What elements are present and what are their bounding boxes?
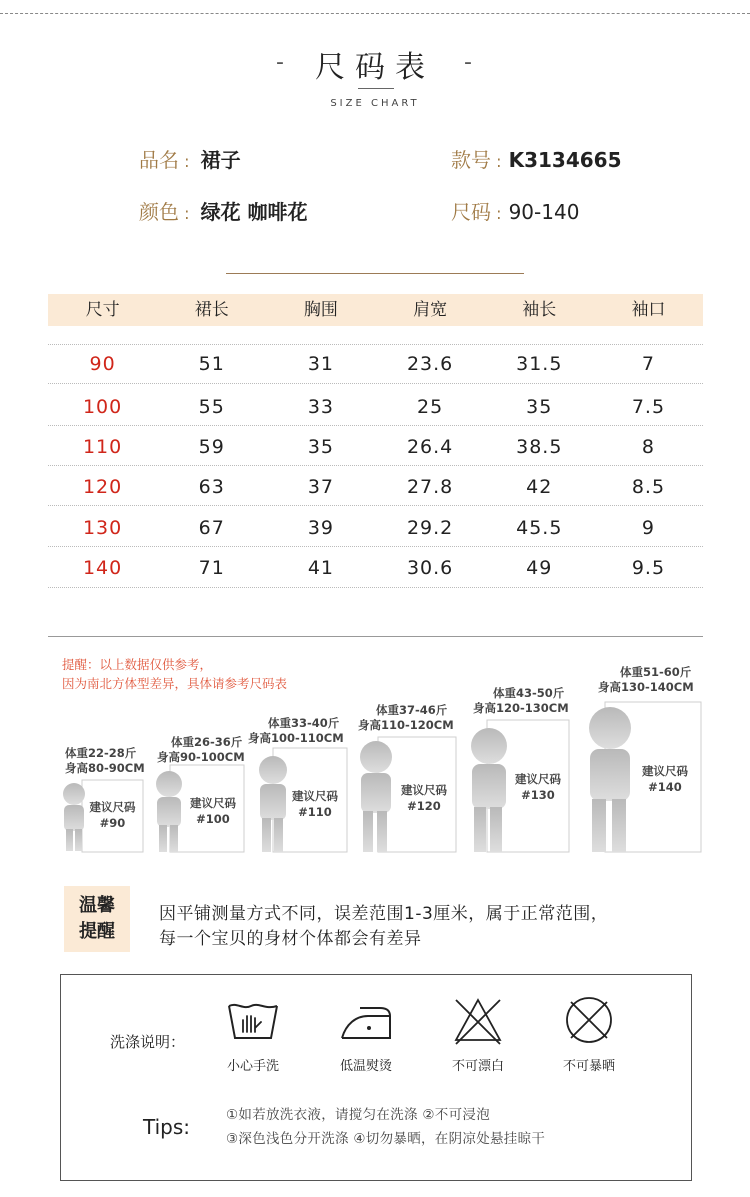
name-value: 裙子	[200, 148, 241, 172]
header-cell: 胸围	[303, 300, 338, 320]
figure-110-label	[248, 716, 344, 746]
code-value: K3134665	[508, 148, 622, 172]
table-cell: 55	[198, 396, 225, 418]
code-label: 款号	[451, 148, 491, 172]
table-cell: 59	[198, 436, 225, 458]
size-card-100-text	[176, 795, 250, 827]
header-cell: 袖长	[522, 300, 557, 320]
warm-reminder-line-1: 因平铺测量方式不同，误差范围1-3厘米，属于正常范围，	[159, 904, 609, 924]
figure-height: 身高110-120CM	[358, 718, 454, 732]
low-iron-icon	[338, 1002, 394, 1044]
figure-100-label	[157, 735, 245, 765]
table-cell: 25	[417, 396, 444, 418]
tips-line-2: ③深色浅色分开洗涤 ④切勿暴晒，在阴凉处悬挂晾干	[226, 1131, 546, 1147]
card-size: #130	[521, 788, 555, 802]
reminder-line-2: 因为南北方体型差异，具体请参考尺码表	[62, 676, 288, 691]
table-cell: 90	[89, 353, 116, 375]
figure-120-label	[358, 703, 454, 733]
table-cell: 37	[307, 476, 335, 498]
table-cell: 23.6	[406, 353, 454, 375]
title-dash-right: -	[464, 50, 472, 75]
card-line: 建议尺码	[515, 772, 561, 786]
table-cell: 67	[198, 517, 225, 539]
no-bleach-icon	[452, 996, 504, 1046]
table-cell: 41	[307, 557, 335, 579]
table-cell: 110	[82, 436, 123, 458]
table-cell: 7.5	[631, 396, 666, 418]
table-cell: 100	[82, 396, 123, 418]
table-cell: 29.2	[406, 517, 454, 539]
size-value: 90-140	[508, 200, 580, 224]
table-cell: 7	[641, 353, 655, 375]
size-card-90-text	[82, 799, 143, 831]
table-cell: 8.5	[631, 476, 666, 498]
table-cell: 27.8	[406, 476, 454, 498]
table-cell: 130	[82, 517, 123, 539]
figure-140-label	[598, 665, 694, 695]
name-colon: :	[184, 152, 190, 171]
figure-weight: 体重37-46斤	[376, 703, 448, 717]
wash-label: 洗涤说明：	[110, 1033, 186, 1051]
tips-line-1: ①如若放洗衣液，请搅匀在洗涤 ②不可浸泡	[226, 1107, 490, 1123]
figure-weight: 体重43-50斤	[493, 686, 565, 700]
table-cell: 120	[82, 476, 123, 498]
size-label: 尺码	[451, 200, 491, 224]
card-size: #90	[99, 816, 126, 830]
header-cell: 尺寸	[85, 300, 120, 320]
table-cell: 33	[307, 396, 335, 418]
figure-height: 身高90-100CM	[157, 750, 245, 764]
card-line: 建议尺码	[292, 789, 338, 803]
table-cell: 71	[198, 557, 225, 579]
warm-reminder-title	[64, 893, 130, 945]
no-sun-dry-label: 不可暴晒	[562, 1059, 615, 1074]
warm-reminder-line-2: 每一个宝贝的身材个体都会有差异	[159, 929, 422, 949]
table-cell: 9.5	[631, 557, 666, 579]
page-title: 尺码表	[315, 50, 435, 85]
table-cell: 49	[526, 557, 553, 579]
table-cell: 31	[307, 353, 335, 375]
color-label: 颜色	[139, 200, 179, 224]
figure-90-label	[65, 746, 145, 776]
card-size: #100	[196, 812, 230, 826]
tips-label: Tips:	[143, 1115, 191, 1139]
card-size: #120	[407, 799, 441, 813]
no-bleach-label: 不可漂白	[451, 1059, 504, 1074]
size-colon: :	[496, 204, 502, 223]
card-size: #110	[298, 805, 332, 819]
size-card-120-text	[385, 782, 463, 814]
table-cell: 30.6	[406, 557, 454, 579]
table-cell: 39	[307, 517, 335, 539]
name-label: 品名	[139, 148, 179, 172]
table-cell: 9	[641, 517, 655, 539]
header-cell: 裙长	[194, 300, 229, 320]
warm-title-line: 温馨	[79, 895, 115, 916]
card-size: #140	[648, 780, 682, 794]
color-value: 绿花 咖啡花	[200, 200, 308, 224]
size-card-130-text	[497, 771, 579, 803]
hand-wash-icon	[225, 998, 281, 1044]
table-cell: 63	[198, 476, 225, 498]
code-colon: :	[496, 152, 502, 171]
table-cell: 35	[307, 436, 335, 458]
figure-height: 身高100-110CM	[248, 731, 344, 745]
table-cell: 35	[526, 396, 553, 418]
header-cell: 肩宽	[413, 300, 448, 320]
table-cell: 51	[198, 353, 225, 375]
size-card-140-text	[620, 763, 710, 795]
warm-title-line: 提醒	[79, 921, 115, 942]
table-cell: 38.5	[516, 436, 563, 458]
figure-height: 身高130-140CM	[598, 680, 694, 694]
figure-height: 身高80-90CM	[65, 761, 145, 775]
figure-weight: 体重33-40斤	[268, 716, 340, 730]
low-iron-label: 低温熨烫	[339, 1059, 392, 1074]
figure-weight: 体重51-60斤	[620, 665, 692, 679]
table-cell: 8	[641, 436, 655, 458]
table-cell: 31.5	[516, 353, 563, 375]
figure-weight: 体重26-36斤	[171, 735, 243, 749]
card-line: 建议尺码	[401, 783, 447, 797]
card-line: 建议尺码	[190, 796, 236, 810]
card-line: 建议尺码	[89, 800, 136, 814]
reminder-line-1: 提醒：以上数据仅供参考，	[62, 657, 213, 672]
table-cell: 42	[526, 476, 553, 498]
page-subtitle: SIZE CHART	[330, 98, 420, 109]
header-cell: 袖口	[631, 300, 666, 320]
hand-wash-label: 小心手洗	[226, 1059, 279, 1074]
table-cell: 140	[82, 557, 123, 579]
table-cell: 45.5	[516, 517, 563, 539]
title-dash-left: -	[276, 50, 284, 75]
figure-weight: 体重22-28斤	[65, 746, 137, 760]
card-line: 建议尺码	[642, 764, 688, 778]
size-card-110-text	[278, 788, 352, 820]
table-cell: 26.4	[406, 436, 454, 458]
color-colon: :	[184, 204, 190, 223]
no-sun-dry-icon	[563, 994, 615, 1046]
figure-130-label	[473, 686, 569, 716]
figure-height: 身高120-130CM	[473, 701, 569, 715]
